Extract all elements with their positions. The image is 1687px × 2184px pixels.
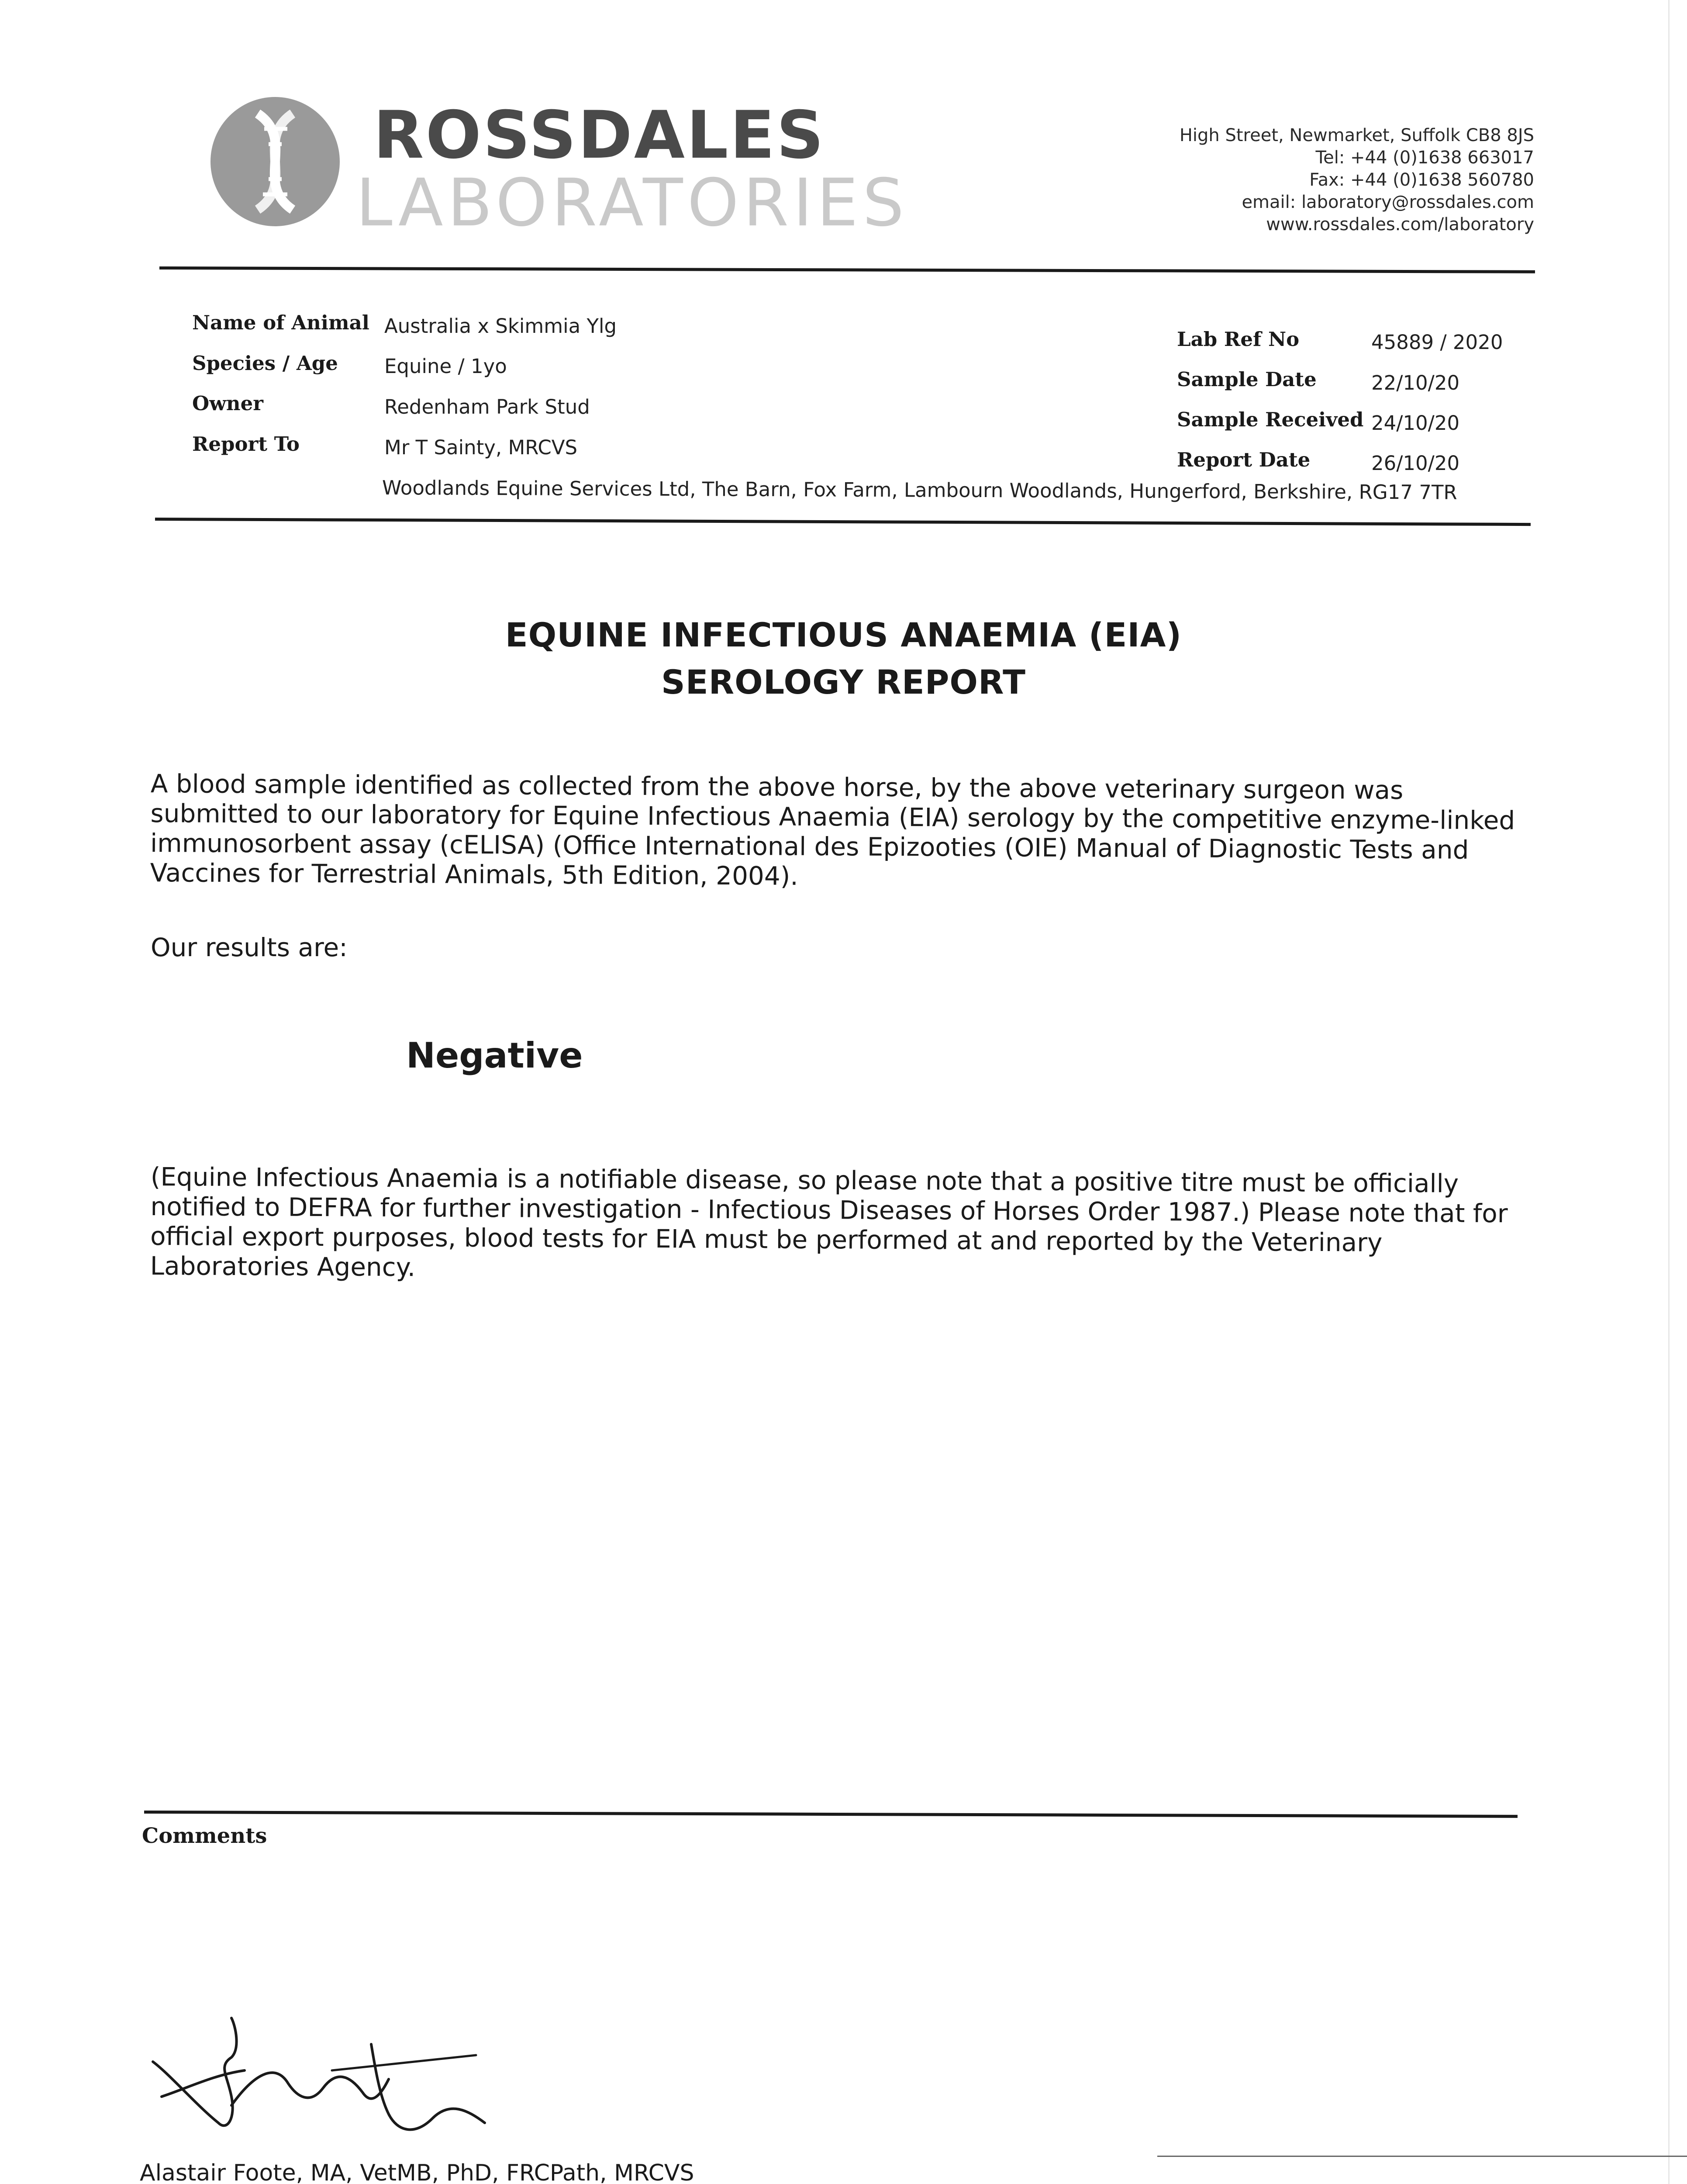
comments-label: Comments: [142, 1824, 267, 1848]
results-intro: Our results are:: [151, 933, 348, 962]
report-to-address: Woodlands Equine Services Ltd, The Barn, Fox Farm, Lambourn Woodlands, Hungerford, Berkshire, RG17 7TR: [382, 476, 1457, 504]
handwritten-signature: [144, 2009, 502, 2153]
address-line: High Street, Newmarket, Suffolk CB8 8JS: [1179, 125, 1534, 145]
signatory-name: Alastair Foote, MA, VetMB, PhD, FRCPath, MRCVS: [140, 2160, 694, 2184]
report-title: [0, 612, 1687, 706]
species-age-label: Species / Age: [192, 352, 338, 375]
address-email: email: laboratory@rossdales.com: [1242, 192, 1534, 212]
comments-divider: [144, 1811, 1518, 1818]
report-to-value: Mr T Sainty, MRCVS: [384, 436, 578, 459]
brand-subtitle: LABORATORIES: [356, 165, 909, 241]
brand-name: ROSSDALES: [373, 97, 826, 173]
lab-ref-label: Lab Ref No: [1177, 328, 1300, 351]
report-date-value: 26/10/20: [1371, 452, 1460, 475]
lab-address: [1180, 124, 1534, 236]
lab-ref-value: 45889 / 2020: [1371, 331, 1503, 354]
report-to-label: Report To: [192, 432, 300, 456]
owner-label: Owner: [192, 392, 263, 415]
owner-value: Redenham Park Stud: [384, 395, 590, 418]
report-date-label: Report Date: [1177, 448, 1311, 471]
address-fax: Fax: +44 (0)1638 560780: [1309, 170, 1534, 190]
sample-received-value: 24/10/20: [1371, 411, 1460, 435]
report-title-line-1: EQUINE INFECTIOUS ANAEMIA (EIA): [505, 615, 1182, 654]
address-phone: Tel: +44 (0)1638 663017: [1315, 148, 1534, 168]
sample-date-value: 22/10/20: [1371, 371, 1460, 394]
notice-paragraph: (Equine Infectious Anaemia is a notifiable disease, so please note that a positive titre must be officially notified to DEFRA for further investigation - Infectious Diseases of Horses Order 1987.) Please note that for official export purposes, blood tests for EIA must be performed at and reported by the Veterinary Laboratories Agency.: [150, 1162, 1508, 1282]
address-website: www.rossdales.com/laboratory: [1266, 214, 1534, 235]
page-corner-line: [1157, 2156, 1687, 2157]
dna-logo-icon: [210, 96, 341, 227]
method-paragraph: A blood sample identified as collected from the above horse, by the above veterinary surgeon was submitted to our laboratory for Equine Infectious Anaemia (EIA) serology by the competitive enzyme-linked immunosorbent assay (cELISA) (Office International des Epizooties (OIE) Manual of Diagnostic Tests and Vaccines for Terrestrial Animals, 5th Edition, 2004).: [150, 769, 1515, 891]
sample-received-label: Sample Received: [1177, 408, 1364, 431]
sample-date-label: Sample Date: [1177, 368, 1317, 391]
name-of-animal-value: Australia x Skimmia Ylg: [384, 314, 617, 338]
report-title-line-2: SEROLOGY REPORT: [661, 663, 1026, 702]
name-of-animal-label: Name of Animal: [192, 311, 369, 334]
header-divider: [159, 266, 1535, 273]
details-divider: [155, 518, 1531, 526]
page-edge: [1668, 0, 1670, 2184]
species-age-value: Equine / 1yo: [384, 355, 507, 378]
test-result: Negative: [406, 1035, 583, 1076]
